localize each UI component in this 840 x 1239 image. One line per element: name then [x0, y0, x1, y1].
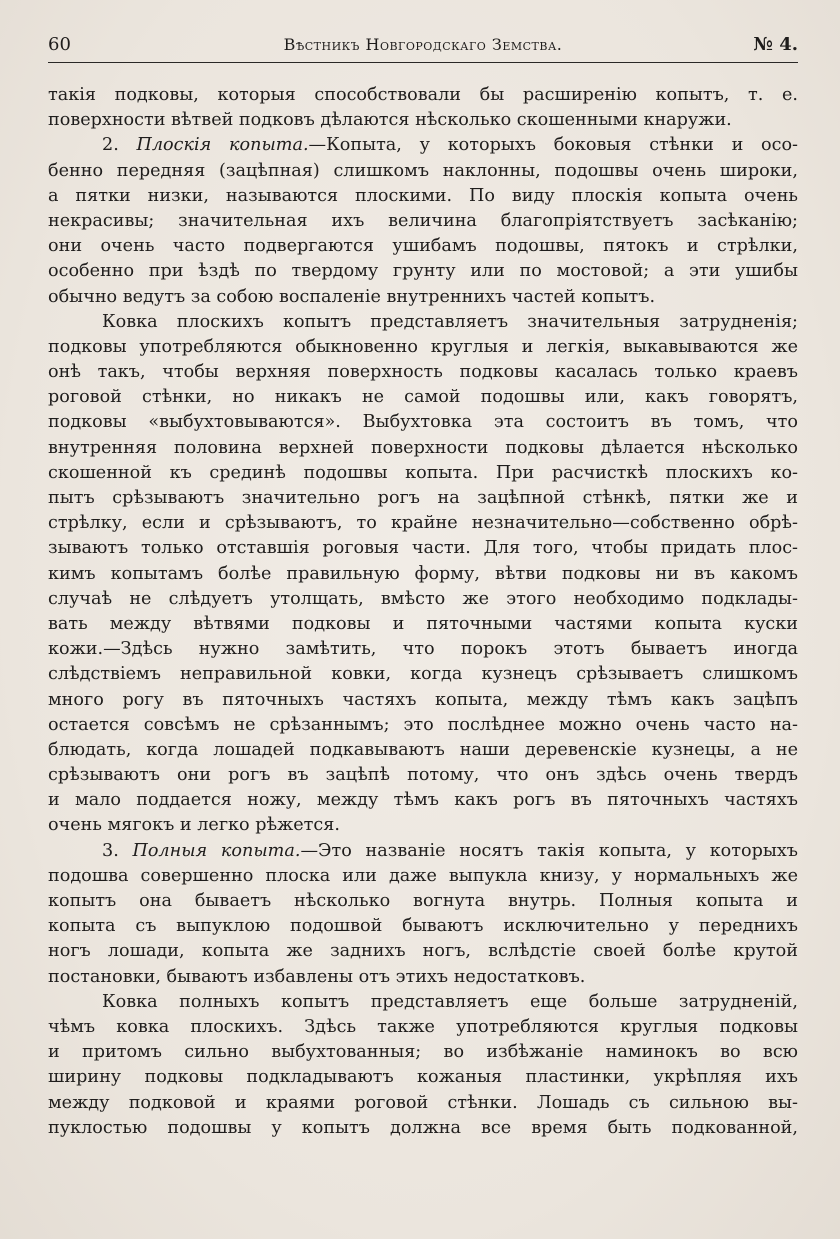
line-text: слѣдствіемъ неправильной ковки, когда кузнецъ срѣзываетъ слишкомъ [48, 664, 798, 685]
text-line [48, 209, 798, 234]
text-line [48, 461, 798, 486]
text-line [48, 1091, 798, 1116]
line-text: очень мягокъ и легко рѣжется. [48, 815, 340, 836]
text-line [48, 839, 798, 864]
journal-title: Вѣстникъ Новгородскаго Земства. [283, 35, 563, 54]
line-text: копытъ она бываетъ нѣсколько вогнута внутрь. Полныя копыта и [48, 891, 798, 911]
running-header [48, 30, 798, 63]
text-line [48, 562, 798, 587]
line-text: блюдать, когда лошадей подкавываютъ наши деревенскіе кузнецы, а не [48, 739, 798, 760]
text-line [48, 587, 798, 612]
line-text: внутренняя половина верхней поверхности подковы дѣлается нѣсколько [48, 437, 798, 458]
text-line [48, 385, 798, 410]
line-text: особенно при ѣздѣ по твердому грунту или по мостовой; а эти ушибы [48, 261, 798, 282]
line-text: они очень часто подвергаются ушибамъ подошвы, пятокъ и стрѣлки, [48, 236, 798, 257]
text-line [48, 688, 798, 713]
line-text: постановки, бываютъ избавлены отъ этихъ недостатковъ. [48, 966, 586, 987]
text-line [48, 864, 798, 889]
line-text: ширину подковы подкладываютъ кожаныя пластинки, укрѣпляя ихъ [48, 1067, 798, 1088]
text-line [48, 310, 798, 335]
line-text: обычно ведутъ за собою воспаленіе внутреннихъ частей копытъ. [48, 286, 656, 307]
line-text: пуклостью подошвы у копытъ должна все время быть подкованной, [48, 1117, 798, 1138]
line-text: онѣ такъ, чтобы верхняя поверхность подковы касалась только краевъ [48, 362, 798, 383]
text-line [48, 637, 798, 662]
line-text: некрасивы; значительная ихъ величина благопріятствуетъ засѣканію; [48, 210, 798, 231]
text-line [48, 184, 798, 209]
text-line [48, 108, 798, 133]
line-text: чѣмъ ковка плоскихъ. Здѣсь также употребляются круглыя подковы [48, 1016, 798, 1037]
text-line [48, 1065, 798, 1090]
line-text: Ковка полныхъ копытъ представляетъ еще больше затрудненій, [102, 991, 798, 1012]
text-line [48, 410, 798, 435]
line-text: ногъ лошади, копыта же заднихъ ногъ, вслѣдстіе своей болѣе крутой [48, 941, 798, 962]
line-text: пытъ срѣзываютъ значительно рогъ на зацѣпной стѣнкѣ, пятки же и [48, 488, 798, 508]
text-line [48, 738, 798, 763]
line-text: много рогу въ пяточныхъ частяхъ копыта, между тѣмъ какъ зацѣпъ [48, 689, 798, 710]
page-number: 60 [48, 34, 71, 55]
line-text: копыта съ выпуклою подошвой бываютъ исключительно у переднихъ [48, 916, 798, 937]
text-line [48, 285, 798, 310]
section-number: 2. [102, 135, 137, 156]
section-heading: Полныя копыта. [132, 840, 301, 861]
line-text: —Копыта, у которыхъ боковыя стѣнки и осо- [308, 135, 798, 156]
line-text: и мало поддается ножу, между тѣмъ какъ рогъ въ пяточныхъ частяхъ [48, 790, 798, 811]
text-line [48, 436, 798, 461]
line-text: вать между вѣтвями подковы и пяточными частями копыта куски [48, 613, 798, 634]
line-text: срѣзываютъ они рогъ въ зацѣпѣ потому, что онъ здѣсь очень твердъ [48, 765, 798, 786]
line-text: между подковой и краями роговой стѣнки. Лошадь съ сильною вы- [48, 1092, 798, 1113]
text-line [48, 662, 798, 687]
text-line [48, 486, 798, 511]
text-line [48, 259, 798, 284]
text-line [48, 713, 798, 738]
text-line [48, 536, 798, 561]
line-text: поверхности вѣтвей подковъ дѣлаются нѣсколько скошенными кнаружи. [48, 110, 732, 131]
body-text [48, 83, 798, 1141]
text-line [48, 914, 798, 939]
issue-number: № 4. [753, 34, 798, 55]
text-line [48, 83, 798, 108]
line-text: кожи.—Здѣсь нужно замѣтить, что порокъ этотъ бываетъ иногда [48, 639, 798, 660]
text-line [48, 990, 798, 1015]
text-line [48, 1015, 798, 1040]
text-line [48, 1040, 798, 1065]
line-text: такія подковы, которыя способствовали бы расширенію копытъ, т. е. [48, 85, 798, 105]
text-line [48, 813, 798, 838]
line-text: подковы «выбухтовываются». Выбухтовка эта состоитъ въ томъ, что [48, 412, 798, 433]
text-line [48, 511, 798, 536]
text-line [48, 788, 798, 813]
line-text: стрѣлку, если и срѣзываютъ, то крайне незначительно—собственно обрѣ- [48, 513, 798, 534]
line-text: бенно передняя (зацѣпная) слишкомъ наклонны, подошвы очень широки, [48, 160, 798, 181]
text-line [48, 612, 798, 637]
text-line [48, 159, 798, 184]
text-line [48, 335, 798, 360]
line-text: —Это названіе носятъ такія копыта, у которыхъ [300, 840, 798, 861]
line-text: зываютъ только отставшія роговыя части. Для того, чтобы придать плос- [48, 538, 798, 559]
text-line [48, 1116, 798, 1141]
text-line [48, 965, 798, 990]
section-number: 3. [102, 840, 133, 861]
text-line [48, 939, 798, 964]
section-heading: Плоскія копыта. [136, 135, 309, 156]
line-text: подковы употребляются обыкновенно круглыя и легкія, выкавываются же [48, 336, 798, 357]
line-text: остается совсѣмъ не срѣзаннымъ; это послѣднее можно очень часто на- [48, 714, 798, 735]
line-text: а пятки низки, называются плоскими. По виду плоскія копыта очень [48, 185, 798, 206]
line-text: кимъ копытамъ болѣе правильную форму, вѣтви подковы ни въ какомъ [48, 563, 798, 584]
text-line [48, 763, 798, 788]
line-text: случаѣ не слѣдуетъ утолщать, вмѣсто же этого необходимо подклады- [48, 588, 798, 609]
text-line [48, 360, 798, 385]
line-text: скошенной къ срединѣ подошвы копыта. При расчисткѣ плоскихъ ко- [48, 462, 798, 483]
text-line [48, 133, 798, 158]
line-text: Ковка плоскихъ копытъ представляетъ значительныя затрудненія; [102, 311, 798, 332]
text-line [48, 889, 798, 914]
line-text: и притомъ сильно выбухтованныя; во избѣжаніе наминокъ во всю [48, 1042, 798, 1063]
text-line [48, 234, 798, 259]
line-text: роговой стѣнки, но никакъ не самой подошвы или, какъ говорятъ, [48, 387, 798, 408]
line-text: подошва совершенно плоска или даже выпукла книзу, у нормальныхъ же [48, 865, 798, 886]
